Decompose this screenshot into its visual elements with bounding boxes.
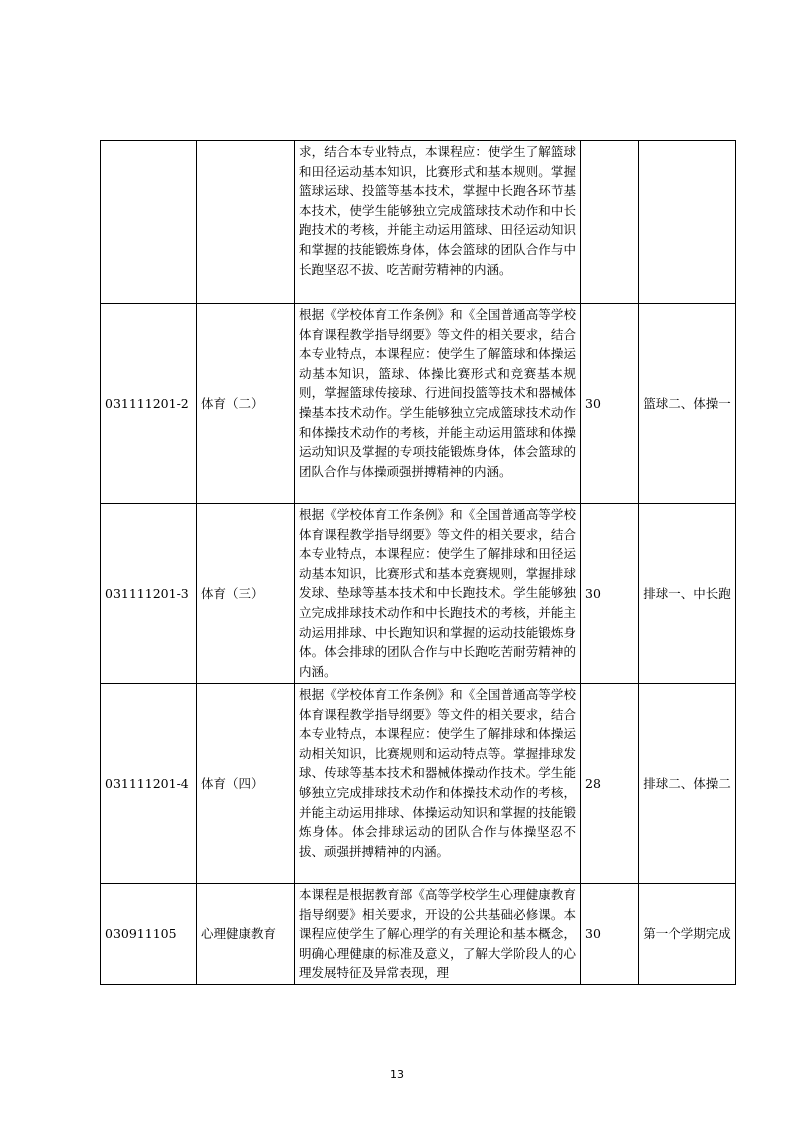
- page-number: 13: [390, 1068, 404, 1081]
- course-hours-cell: 30: [581, 884, 639, 985]
- course-content-cell: [639, 141, 736, 304]
- course-table: [100, 140, 736, 985]
- table-row: [101, 884, 736, 985]
- course-code-cell: 030911105: [101, 884, 197, 985]
- course-description-cell: 根据《学校体育工作条例》和《全国普通高等学校体育课程教学指导纲要》等文件的相关要求，结合本专业特点，本课程应：使学生了解篮球和体操运动基本知识，篮球、体操比赛形式和竞赛基本规则，掌握篮球传接球、行进间投篮等技术和器械体操基本技术动作。学生能够独立完成篮球技术动作和体操技术动作的考核，并能主动运用篮球和体操运动知识及掌握的专项技能锻炼身体，体会篮球的团队合作与体操顽强拼搏精神的内涵。: [295, 304, 581, 504]
- course-hours-cell: 30: [581, 504, 639, 684]
- course-code-cell: 031111201-2: [101, 304, 197, 504]
- table-row: [101, 504, 736, 684]
- table-row: [101, 684, 736, 884]
- course-description-cell: 根据《学校体育工作条例》和《全国普通高等学校体育课程教学指导纲要》等文件的相关要求，结合本专业特点，本课程应：使学生了解排球和体操运动相关知识，比赛规则和运动特点等。掌握排球发球、传球等基本技术和器械体操动作技术。学生能够独立完成排球技术动作和体操技术动作的考核，并能主动运用排球、体操运动知识和掌握的技能锻炼身体。体会排球运动的团队合作与体操坚忍不拔、顽强拼搏精神的内涵。: [295, 684, 581, 884]
- course-content-cell: 排球一、中长跑: [639, 504, 736, 684]
- course-description-cell: 求，结合本专业特点，本课程应：使学生了解篮球和田径运动基本知识，比赛形式和基本规则。掌握篮球运球、投篮等基本技术，掌握中长跑各环节基本技术，使学生能够独立完成篮球技术动作和中长跑技术的考核，并能主动运用篮球、田径运动知识和掌握的技能锻炼身体，体会篮球的团队合作与中长跑坚忍不拔、吃苦耐劳精神的内涵。: [295, 141, 581, 304]
- course-name-cell: [197, 141, 295, 304]
- course-description-cell: 本课程是根据教育部《高等学校学生心理健康教育指导纲要》相关要求，开设的公共基础必修课。本课程应使学生了解心理学的有关理论和基本概念，明确心理健康的标准及意义，了解大学阶段人的心理发展特征及异常表现，理: [295, 884, 581, 985]
- course-name-cell: 体育（二）: [197, 304, 295, 504]
- table-row: [101, 141, 736, 304]
- course-content-cell: 篮球二、体操一: [639, 304, 736, 504]
- table-row: [101, 304, 736, 504]
- course-code-cell: [101, 141, 197, 304]
- course-name-cell: 体育（三）: [197, 504, 295, 684]
- course-content-cell: 第一个学期完成: [639, 884, 736, 985]
- course-description-cell: 根据《学校体育工作条例》和《全国普通高等学校体育课程教学指导纲要》等文件的相关要求，结合本专业特点，本课程应：使学生了解排球和田径运动基本知识，比赛形式和基本竞赛规则，掌握排球发球、垫球等基本技术和中长跑技术。学生能够独立完成排球技术动作和中长跑技术的考核，并能主动运用排球、中长跑知识和掌握的运动技能锻炼身体。体会排球的团队合作与中长跑吃苦耐劳精神的内涵。: [295, 504, 581, 684]
- course-hours-cell: [581, 141, 639, 304]
- course-name-cell: 心理健康教育: [197, 884, 295, 985]
- course-code-cell: 031111201-4: [101, 684, 197, 884]
- course-hours-cell: 30: [581, 304, 639, 504]
- course-name-cell: 体育（四）: [197, 684, 295, 884]
- course-content-cell: 排球二、体操二: [639, 684, 736, 884]
- course-code-cell: 031111201-3: [101, 504, 197, 684]
- course-hours-cell: 28: [581, 684, 639, 884]
